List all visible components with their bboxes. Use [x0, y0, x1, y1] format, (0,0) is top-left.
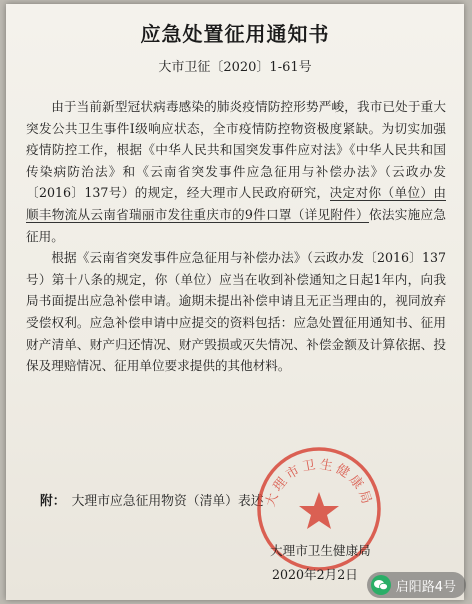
document-number: 大市卫征〔2020〕1-61号	[158, 60, 312, 75]
attachment-text: 大理市应急征用物资（清单）表述	[71, 494, 264, 509]
wechat-logo-icon	[371, 575, 391, 595]
paragraph-1-text: 由于当前新型冠状病毒感染的肺炎疫情防控形势严峻，我市已处于重大突发公共卫生事件Ⅰ级响应状态，全市疫情防控物资极度紧缺。为切实加强疫情防控工作，根据《中华人民共和国突发事件应对法》《中华人民共和国传染病防治法》和《云南省突发事件应急征用与补偿办法》（云政办发〔2016〕137号）的规定，经大理市人民政府研究，	[26, 99, 446, 201]
seal-text: 大理市卫生健康局	[263, 457, 375, 509]
watermark-text: 启阳路4号	[395, 579, 456, 595]
attachment-label: 附：	[40, 494, 66, 509]
document-body	[26, 96, 446, 377]
signature-date: 2020年2月2日	[272, 567, 358, 582]
notice-document	[6, 4, 464, 600]
document-title: 应急处置征用通知书	[140, 22, 330, 46]
paragraph-1-underlined: 决定对你（单位）由顺丰物流从云南省瑞丽市发往重庆市的9件口罩（详见附件）	[26, 185, 447, 222]
paragraph-1-tail: 依法实施应急征用。	[26, 206, 446, 244]
account-watermark	[367, 572, 466, 598]
paragraph-1	[26, 96, 446, 247]
signature-organization: 大理市卫生健康局	[270, 543, 371, 558]
paragraph-2: 根据《云南省突发事件应急征用与补偿办法》（云政办发〔2016〕137号）第十八条的规定，你（单位）应当在收到补偿通知之日起1年内，向我局书面提出应急补偿申请。逾期未提出补偿申请且无正当理由的，视同放弃受偿权利。应急补偿申请中应提交的资料包括：应急处置征用通知书、征用财产清单、财产归还情况、财产毁损或灭失情况、补偿金额及计算依据、投保及理赔情况、征用单位要求提供的其他材料。	[26, 250, 446, 374]
attachment-line	[40, 490, 264, 509]
